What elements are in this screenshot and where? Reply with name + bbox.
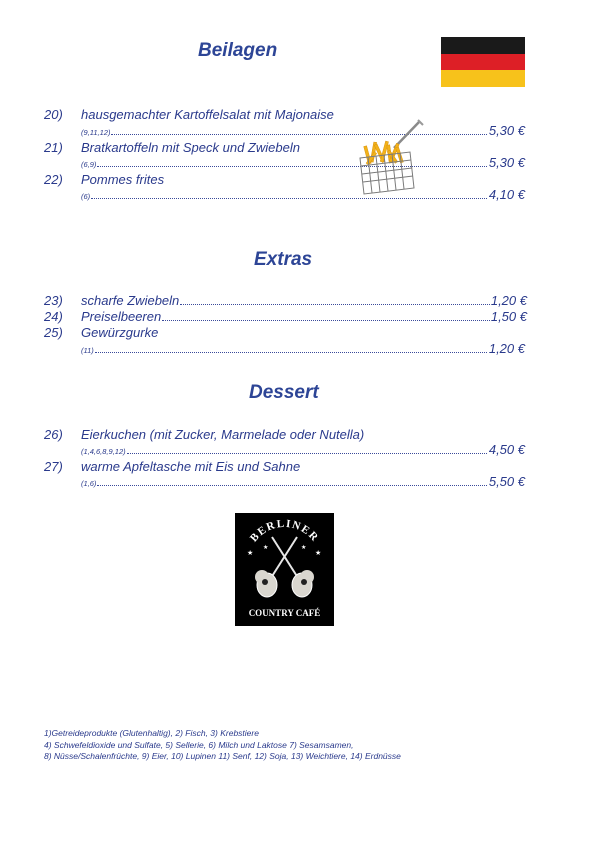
footnote-line: 8) Nüsse/Schalenfrüchte, 9) Eier, 10) Lupinen 11) Senf, 12) Soja, 13) Weichtiere, 14) Erdnüsse [44,751,401,761]
item-name: Bratkartoffeln mit Speck und Zwiebeln [81,140,300,155]
item-line [81,309,527,324]
item-name: warme Apfeltasche mit Eis und Sahne [81,459,301,474]
item-line [81,293,527,308]
item-price-line [81,342,525,356]
allergen-codes: (1,6) [81,479,97,488]
item-name: hausgemachter Kartoffelsalat mit Majonaise [81,107,334,122]
item-price: 1,50 € [490,309,527,324]
footnote-line: 4) Schwefeldioxide und Sulfate, 5) Sellerie, 6) Milch und Laktose 7) Sesamsamen, [44,739,354,750]
item-number: 24) [44,309,63,324]
item-name: Preiselbeeren [81,309,162,324]
logo-bottom-text: COUNTRY CAFÉ [248,608,321,618]
item-number: 21) [44,140,63,155]
item-price-line [81,188,525,202]
allergen-codes: (11) [81,346,94,355]
item-number: 22) [44,172,63,187]
dotted-leader [162,320,490,321]
item-price-line [81,156,525,170]
section-title-dessert: Dessert [249,382,319,403]
svg-text:BERLINER: BERLINER [247,517,322,545]
item-price: 5,30 € [488,123,525,138]
item-price: 1,20 € [490,293,527,308]
dotted-leader [111,134,486,135]
guitar-logo-icon [235,513,334,626]
svg-text:★: ★ [301,545,307,551]
item-name: Gewürzgurke [81,325,159,340]
item-number: 26) [44,427,63,442]
flag-stripe-gold [441,70,525,87]
allergen-codes: (9,11,12) [81,128,111,137]
item-name: Pommes frites [81,172,165,187]
svg-text:★: ★ [263,545,269,551]
dotted-leader [180,304,490,305]
svg-text:★: ★ [315,550,322,557]
item-price-line [81,124,525,138]
allergen-footnotes [44,728,401,763]
item-price: 5,30 € [488,155,525,170]
german-flag-icon [441,37,525,87]
section-title-extras: Extras [254,249,313,270]
dotted-leader [91,198,487,199]
item-number: 27) [44,459,63,474]
item-number: 25) [44,325,63,340]
flag-stripe-red [441,54,525,71]
allergen-codes: (1,4,6,8,9,12) [81,447,126,456]
dotted-leader [97,166,486,167]
dotted-leader [97,485,486,486]
item-number: 20) [44,107,63,122]
flag-stripe-black [441,37,525,54]
allergen-codes: (6) [81,192,91,201]
section-title-beilagen: Beilagen [198,40,278,61]
svg-text:★: ★ [247,550,254,557]
item-price: 5,50 € [488,474,525,489]
dotted-leader [95,352,487,353]
item-price: 1,20 € [488,341,525,356]
item-name: scharfe Zwiebeln [81,293,180,308]
item-price: 4,10 € [488,187,525,202]
berliner-country-cafe-logo [235,513,334,626]
item-price-line [81,475,525,489]
item-price-line [81,443,525,457]
item-price: 4,50 € [488,442,525,457]
item-name: Eierkuchen (mit Zucker, Marmelade oder Nutella) [81,427,365,442]
item-number: 23) [44,293,63,308]
fries-basket-icon [352,118,426,200]
dotted-leader [127,453,487,454]
allergen-codes: (6,9) [81,160,97,169]
footnote-line: 1)Getreideprodukte (Glutenhaltig), 2) Fisch, 3) Krebstiere [44,728,259,738]
